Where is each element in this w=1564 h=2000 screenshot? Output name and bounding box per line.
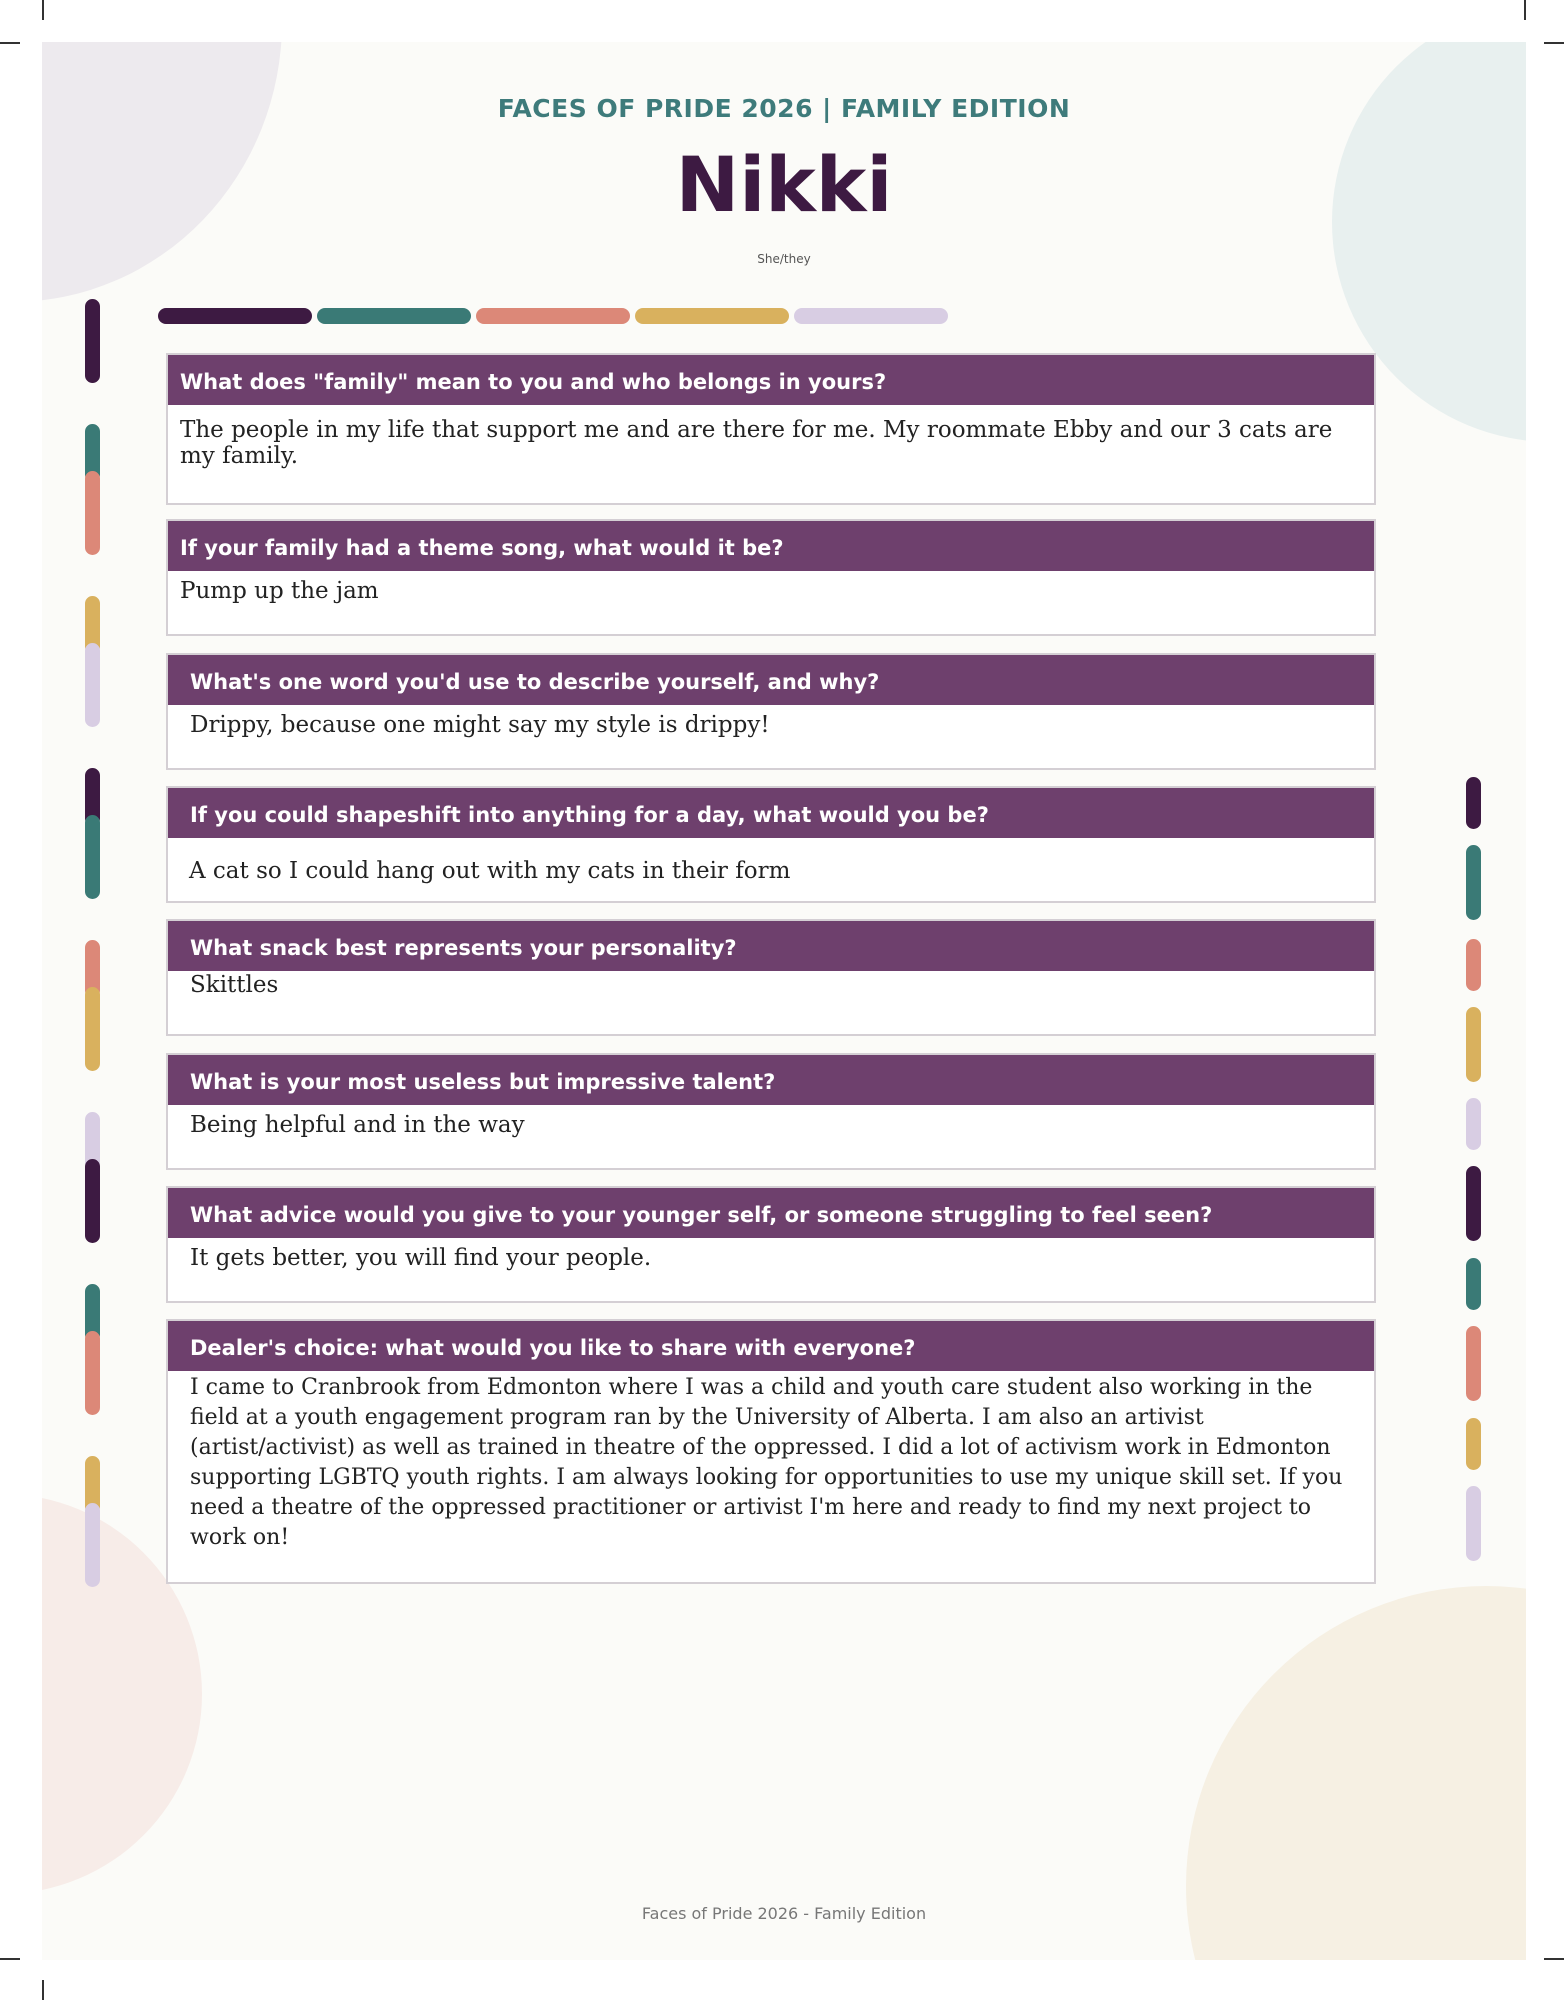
answer-text: I came to Cranbrook from Edmonton where I was a child and youth care student also working in the field at a youth engagement program ran by the University of Alberta. I am also an artivist (artist/activist) as well as trained in theatre of the oppressed. I did a lot of activism work in Edmonton supporting LGBTQ youth rights. I am always looking for opportunities to use my unique skill set. If you need a theatre of the oppressed practitioner or artivist I'm here and ready to find my next project to work on!	[190, 1375, 1343, 1550]
answer-text: The people in my life that support me and are there for me. My roommate Ebby and our 3 cats are my family.	[180, 417, 1333, 469]
question-text: Dealer's choice: what would you like to share with everyone?	[190, 1336, 916, 1360]
stripe-coral	[476, 308, 630, 324]
stripe-plum	[158, 308, 312, 324]
stripe-gold	[635, 308, 789, 324]
side-pill	[85, 1331, 100, 1415]
answer-text: A cat so I could hang out with my cats in their form	[189, 858, 791, 884]
question-header	[168, 1055, 1374, 1105]
answer-text: Being helpful and in the way	[190, 1112, 525, 1138]
side-pill	[1466, 777, 1481, 829]
question-header	[168, 921, 1374, 971]
side-pill	[1466, 1166, 1481, 1241]
question-header	[168, 655, 1374, 705]
qa-block	[166, 1053, 1376, 1170]
stripe-teal	[317, 308, 471, 324]
side-pill	[85, 1159, 100, 1243]
side-pill	[85, 987, 100, 1071]
answer-text: It gets better, you will find your people.	[190, 1245, 652, 1271]
crop-mark	[0, 42, 20, 44]
question-text: What's one word you'd use to describe yourself, and why?	[190, 670, 880, 694]
crop-mark	[1544, 42, 1564, 44]
side-pill	[1466, 1098, 1481, 1150]
answer-text: Pump up the jam	[180, 578, 379, 604]
crop-mark	[1524, 0, 1526, 20]
side-pill	[85, 815, 100, 899]
qa-block	[166, 353, 1376, 505]
crop-mark	[42, 1980, 44, 2000]
side-pill	[85, 299, 100, 383]
crop-mark	[1544, 1958, 1564, 1960]
answer-text: Drippy, because one might say my style is drippy!	[190, 712, 770, 738]
side-pill	[85, 1503, 100, 1587]
answer-text: Skittles	[190, 972, 279, 998]
side-pill	[1466, 939, 1481, 991]
stripe-lavender	[794, 308, 948, 324]
qa-block	[166, 786, 1376, 903]
question-text: What advice would you give to your younger self, or someone struggling to feel seen?	[190, 1203, 1213, 1227]
question-header	[168, 788, 1374, 838]
question-text: What does "family" mean to you and who belongs in yours?	[180, 370, 887, 394]
crop-mark	[0, 1958, 20, 1960]
side-pill	[1466, 1258, 1481, 1310]
side-pill	[1466, 1007, 1481, 1082]
question-header	[168, 355, 1374, 405]
pronouns: She/they	[757, 252, 811, 266]
question-text: What snack best represents your personality?	[190, 936, 737, 960]
side-pill	[1466, 1486, 1481, 1561]
qa-block	[166, 1186, 1376, 1303]
side-pill	[1466, 1326, 1481, 1401]
side-pill	[85, 643, 100, 727]
person-name: Nikki	[675, 140, 893, 229]
side-pill	[1466, 845, 1481, 920]
event-title: FACES OF PRIDE 2026 | FAMILY EDITION	[497, 94, 1071, 123]
question-text: If your family had a theme song, what would it be?	[180, 536, 784, 560]
crop-mark	[42, 0, 44, 20]
side-pill	[85, 471, 100, 555]
question-header	[168, 1321, 1374, 1371]
side-pill	[1466, 1418, 1481, 1470]
question-text: What is your most useless but impressive talent?	[190, 1070, 776, 1094]
qa-block	[166, 1319, 1376, 1584]
footer-text: Faces of Pride 2026 - Family Edition	[641, 1904, 927, 1923]
poster-page	[42, 42, 1526, 1960]
question-header	[168, 521, 1374, 571]
qa-block	[166, 919, 1376, 1036]
qa-block	[166, 653, 1376, 770]
qa-block	[166, 519, 1376, 636]
question-header	[168, 1188, 1374, 1238]
question-text: If you could shapeshift into anything for a day, what would you be?	[190, 803, 989, 827]
